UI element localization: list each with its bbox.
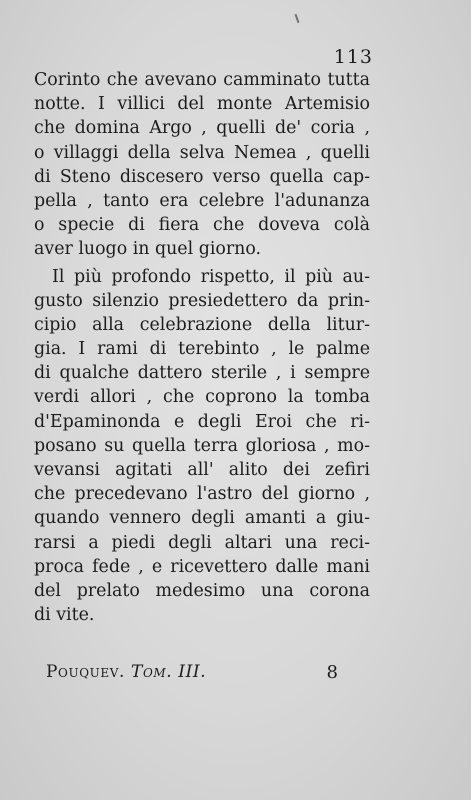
- ink-speck: [295, 14, 300, 23]
- body-text: [34, 68, 370, 627]
- text-line: che domina Argo , quelli de' coria ,: [34, 118, 370, 139]
- text-line: rarsi a piedi degli altari una reci-: [34, 532, 370, 553]
- text-line: Corinto che avevano camminato tutta: [34, 70, 370, 90]
- text-line: d'Epaminonda e degli Eroi che ri-: [34, 411, 370, 432]
- text-line: vevansi agitati all' alito dei zefiri: [34, 460, 370, 480]
- text-line: di Steno discesero verso quella cap-: [34, 166, 370, 187]
- text-line: gusto silenzio presiedettero da prin-: [34, 290, 370, 311]
- text-line: che precedevano l'astro del giorno ,: [34, 484, 370, 505]
- text-line: cipio alla celebrazione della litur-: [34, 314, 370, 335]
- signature-mark: 8: [326, 662, 338, 683]
- text-line: di qualche dattero sterile , i sempre: [34, 363, 370, 384]
- paragraph-2: [34, 265, 370, 628]
- text-line: del prelato medesimo una corona: [34, 580, 370, 601]
- footer-volume: Tom. III.: [131, 662, 207, 682]
- running-footer: [46, 662, 206, 682]
- page-footer: [46, 662, 346, 682]
- page-number: 113: [333, 46, 373, 68]
- text-line: quando vennero degli amanti a giu-: [34, 508, 370, 529]
- text-line: verdi allori , che coprono la tomba: [34, 387, 370, 408]
- text-line: pella , tanto era celebre l'adunanza: [34, 190, 370, 211]
- text-line: o villaggi della selva Nemea , quelli: [34, 142, 370, 163]
- text-line: di vite.: [34, 605, 95, 626]
- text-line: notte. I villici del monte Artemisio: [34, 94, 370, 115]
- text-line: aver luogo in quel giorno.: [34, 239, 262, 260]
- footer-author: Pouquev.: [46, 662, 125, 682]
- text-line: gia. I rami di terebinto , le palme: [34, 339, 370, 360]
- text-line: Il più profondo rispetto, il più au-: [52, 266, 370, 287]
- paragraph-1: [34, 68, 370, 262]
- text-line: posano su quella terra gloriosa , mo-: [34, 435, 370, 456]
- text-line: proca fede , e ricevettero dalle mani: [34, 556, 370, 577]
- text-line: o specie di fiera che doveva colà: [34, 215, 370, 236]
